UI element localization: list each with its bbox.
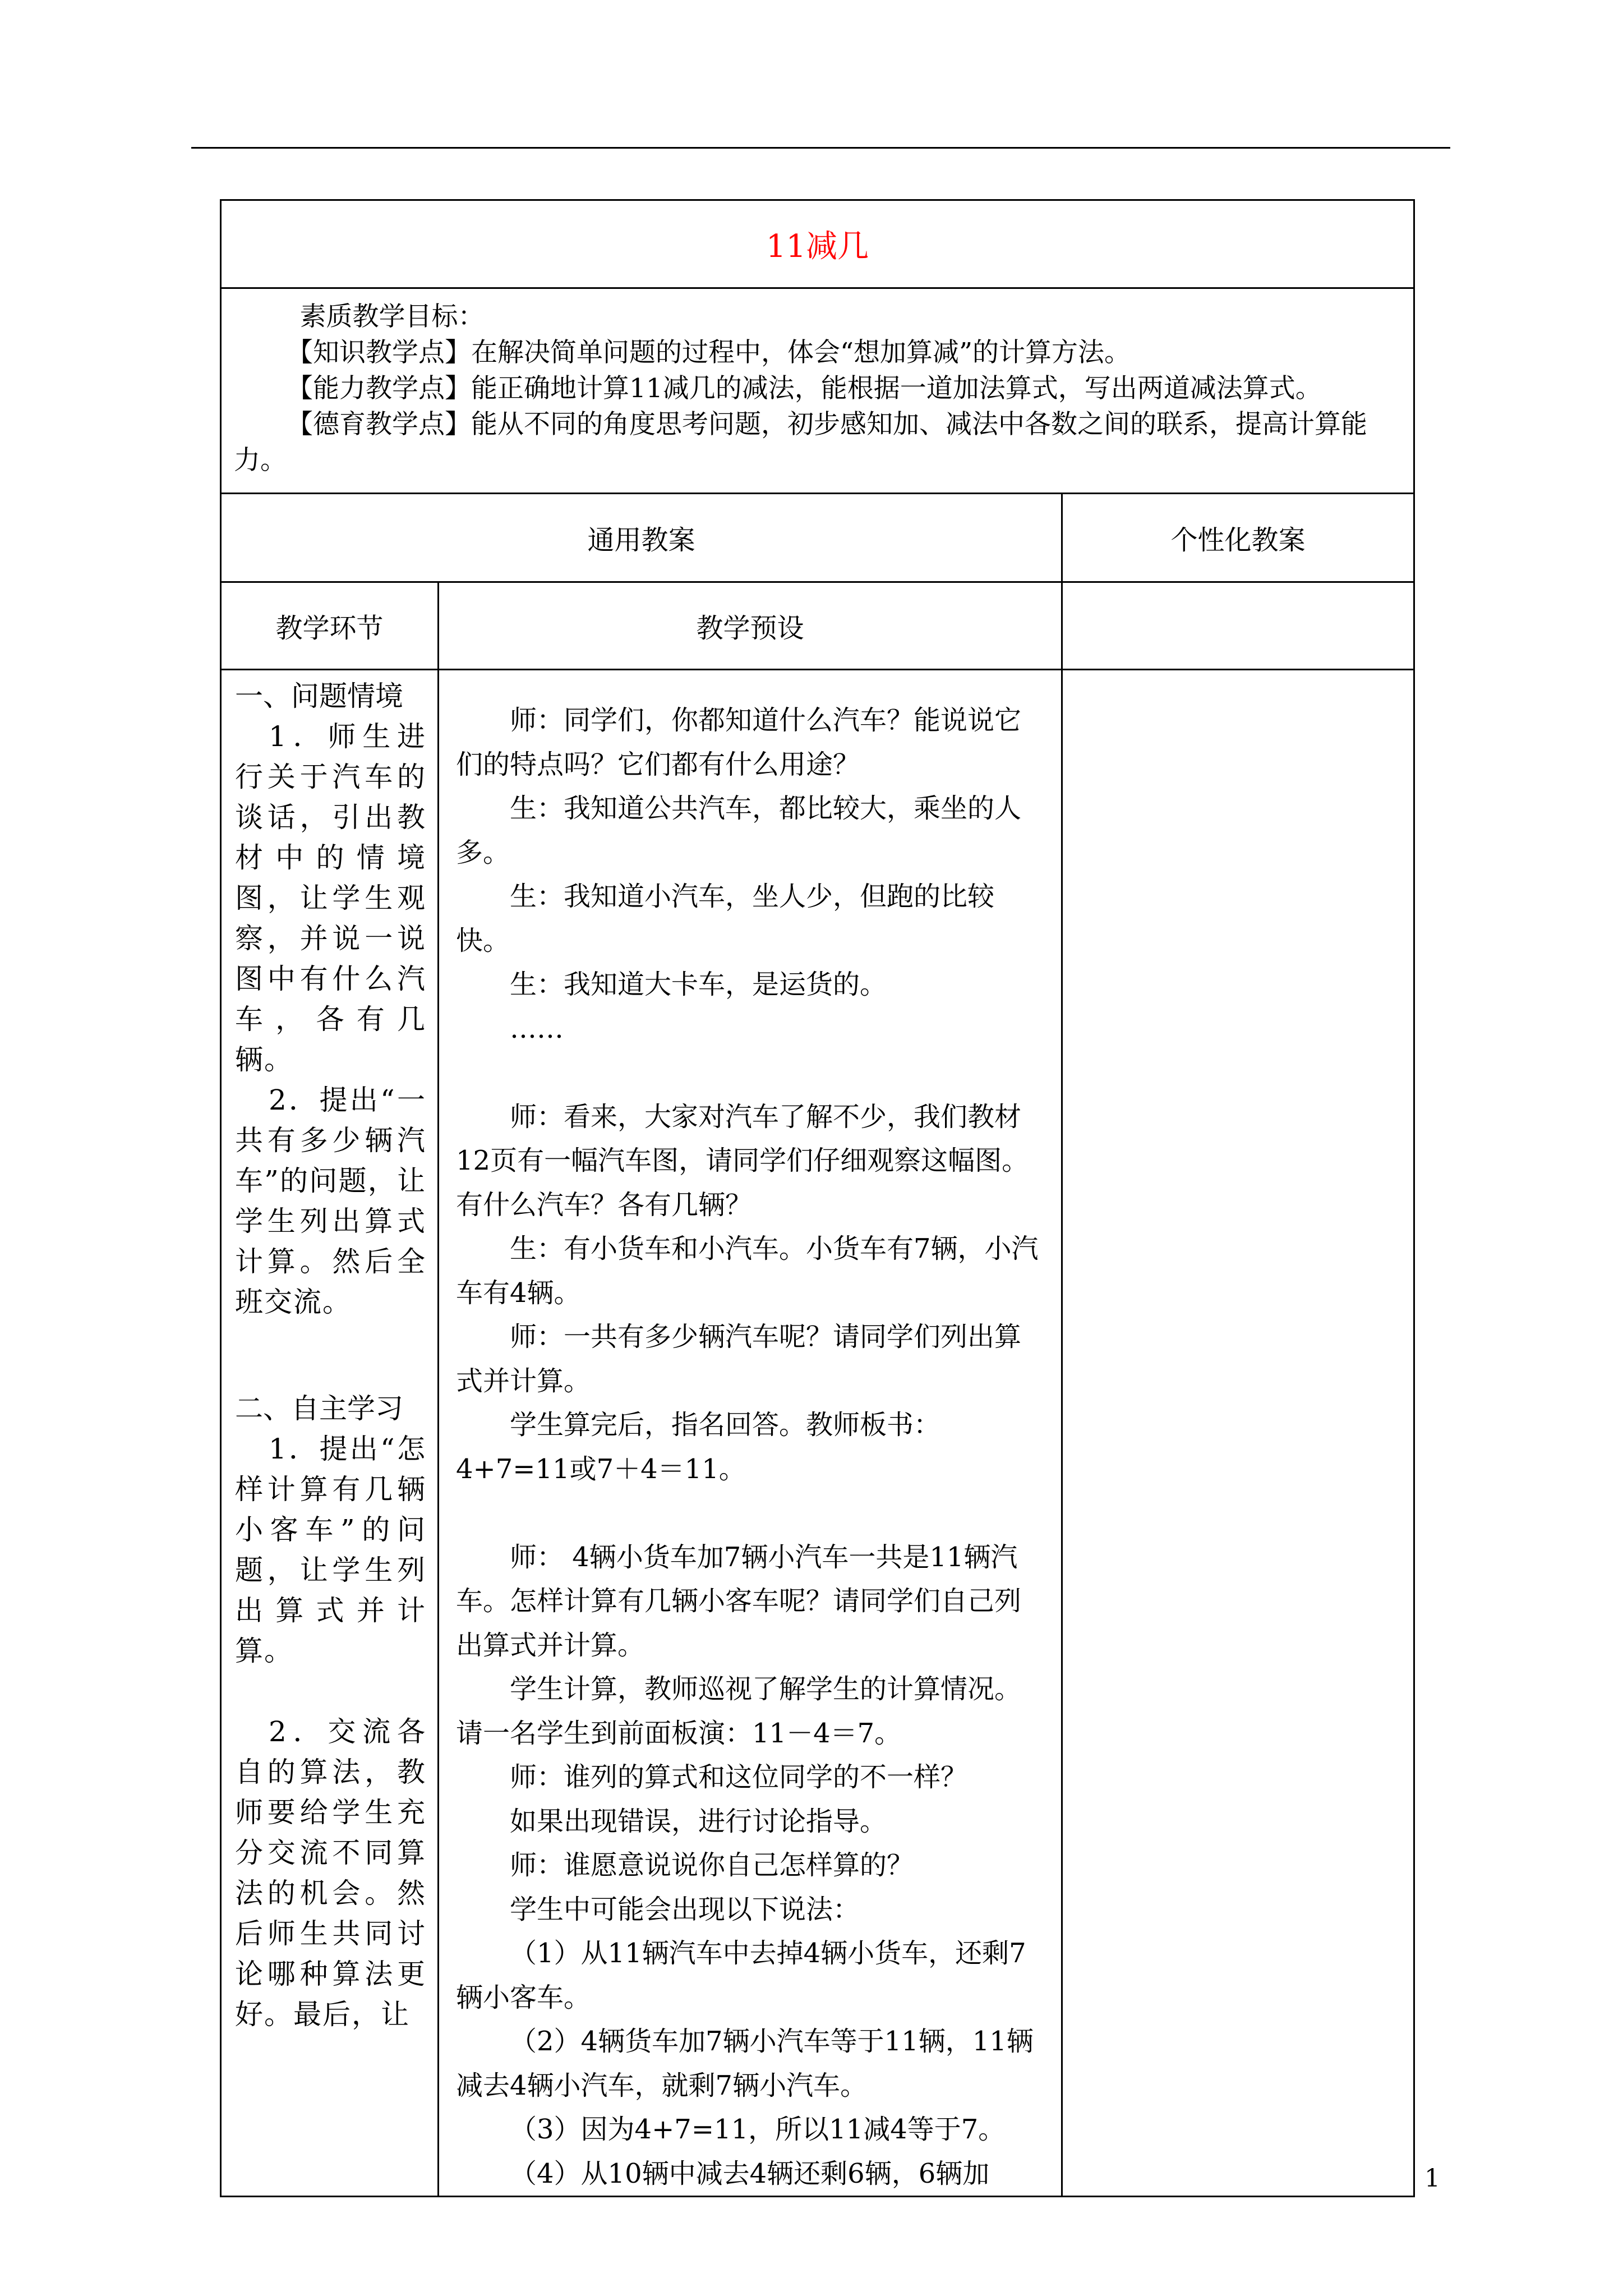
- preset-spacer: [456, 1051, 1046, 1095]
- preset-line: 师：同学们，你都知道什么汽车？能说说它们的特点吗？它们都有什么用途？: [456, 705, 1022, 780]
- preset-spacer: [456, 1491, 1046, 1535]
- preset-line: 生：我知道小汽车，坐人少，但跑的比较快。: [456, 881, 995, 956]
- section-2-item-2: 2．交流各自的算法，教师要给学生充分交流不同算法的机会。然后师生共同讨论哪种算法更好。最后，让: [235, 1715, 426, 2031]
- preset-line: （2）4辆货车加7辆小汽车等于11辆，11辆减去4辆小汽车，就剩7辆小汽车。: [456, 2026, 1034, 2101]
- preset-line: 师：一共有多少辆汽车呢？请同学们列出算式并计算。: [456, 1321, 1022, 1397]
- header-rule: [191, 147, 1450, 149]
- teaching-step-header: 教学环节: [221, 582, 439, 670]
- personal-plan-header: 个性化教案: [1062, 494, 1414, 582]
- lesson-plan-table: [220, 199, 1415, 2197]
- preset-line: 师：谁愿意说说你自己怎样算的？: [510, 1849, 914, 1881]
- preset-line: 生：我知道大卡车，是运货的。: [510, 969, 887, 1000]
- goal-moral: 【德育教学点】能从不同的角度思考问题，初步感知加、减法中各数之间的联系，提高计算能力。: [234, 409, 1367, 476]
- preset-line: 师：看来，大家对汽车了解不少，我们教材12页有一幅汽车图，请同学们仔细观察这幅图。有什么汽车？各有几辆？: [456, 1101, 1029, 1221]
- preset-line: 师：谁列的算式和这位同学的不一样？: [510, 1761, 968, 1793]
- page-number: 1: [1424, 2164, 1440, 2193]
- preset-line: ……: [510, 1013, 564, 1045]
- lesson-title: 11减几: [221, 200, 1414, 288]
- preset-line: 学生计算，教师巡视了解学生的计算情况。请一名学生到前面板演：11－4＝7。: [456, 1673, 1022, 1749]
- goals-heading: 素质教学目标：: [299, 301, 485, 332]
- personal-plan-blank: [1062, 582, 1414, 670]
- preset-line: 生：有小货车和小汽车。小货车有7辆，小汽车有4辆。: [456, 1233, 1039, 1309]
- preset-line: 如果出现错误，进行讨论指导。: [510, 1805, 887, 1837]
- section-1-item-1: 1．师生进行关于汽车的谈话，引出教材中的情境图，让学生观察，并说一说图中有什么汽车，各有几辆。: [235, 720, 426, 1076]
- preset-line: 师： 4辆小货车加7辆小汽车一共是11辆汽车。怎样计算有几辆小客车呢？请同学们自己列出算式并计算。: [456, 1541, 1022, 1661]
- preset-line: （3）因为4+7=11，所以11减4等于7。: [510, 2114, 1006, 2145]
- preset-line: （4）从10辆中减去4辆还剩6辆，6辆加: [510, 2157, 990, 2189]
- preset-line: 学生算完后，指名回答。教师板书：4+7=11或7＋4＝11。: [456, 1409, 941, 1485]
- teaching-steps: [221, 670, 439, 2197]
- personal-plan-body: [1062, 670, 1414, 2197]
- teaching-presets: [439, 670, 1062, 2197]
- general-plan-header: 通用教案: [221, 494, 1062, 582]
- goal-knowledge: 【知识教学点】在解决简单问题的过程中，体会“想加算减”的计算方法。: [287, 337, 1131, 368]
- preset-line: （1）从11辆汽车中去掉4辆小货车，还剩7辆小客车。: [456, 1938, 1026, 2013]
- section-1-item-2: 2．提出“一共有多少辆汽车”的问题，让学生列出算式计算。然后全班交流。: [235, 1084, 426, 1318]
- teaching-preset-header: 教学预设: [439, 582, 1062, 670]
- section-2-title: 二、自主学习: [235, 1392, 403, 1425]
- section-2-item-1: 1．提出“怎样计算有几辆小客车”的问题，让学生列出算式并计算。: [235, 1433, 426, 1667]
- goal-ability: 【能力教学点】能正确地计算11减几的减法，能根据一道加法算式，写出两道减法算式。: [287, 373, 1322, 404]
- section-1-title: 一、问题情境: [235, 680, 403, 712]
- preset-line: 学生中可能会出现以下说法：: [510, 1893, 860, 1925]
- teaching-goals: [221, 288, 1414, 494]
- preset-line: 生：我知道公共汽车，都比较大，乘坐的人多。: [456, 793, 1022, 868]
